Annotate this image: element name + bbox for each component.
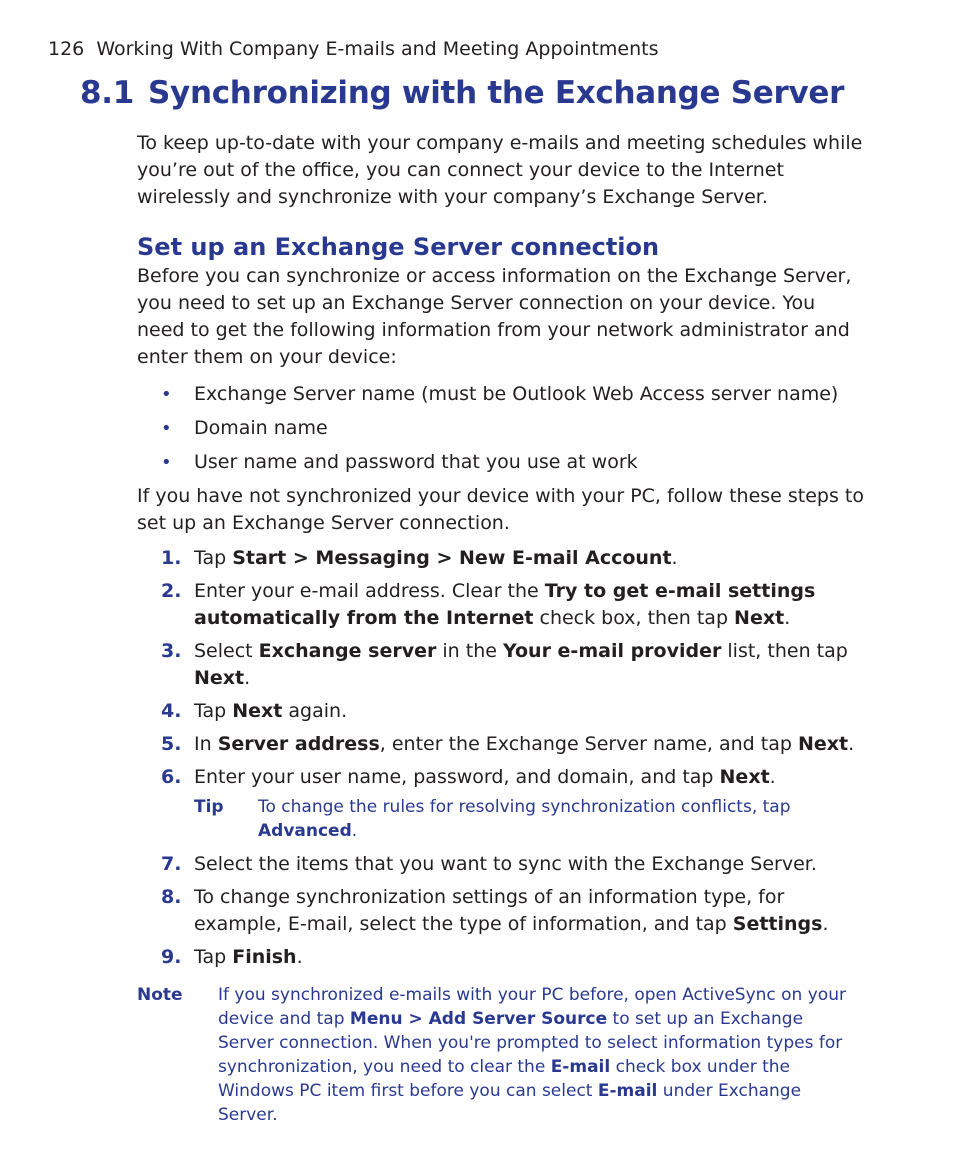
setup-steps — [137, 545, 867, 791]
step-item: 1. Tap Start > Messaging > New E-mail Account. — [137, 545, 867, 572]
step-item: 9. Tap Finish. — [137, 944, 867, 971]
step-number: 3. — [161, 640, 182, 662]
step-number: 7. — [161, 853, 182, 875]
step-number: 1. — [161, 547, 182, 569]
running-header — [48, 38, 659, 60]
step-item: 4. Tap Next again. — [137, 698, 867, 725]
step-number: 9. — [161, 946, 182, 968]
step-item: 7. Select the items that you want to sync with the Exchange Server. — [137, 851, 867, 878]
note-text: If you synchronized e-mails with your PC before, open ActiveSync on your device and tap Menu > Add Server Source to set up an Exchange Server connection. When you're prompted to select information types for synchronization, you need to clear the E-mail check box under the Windows PC item first before you can select E-mail under Exchange Server. — [218, 985, 846, 1125]
step-item: 8. To change synchronization settings of an information type, for example, E-mail, select the type of information, and tap Settings. — [161, 886, 829, 935]
step-item: 6. Enter your user name, password, and domain, and tap Next. — [137, 764, 867, 791]
steps-intro-paragraph: If you have not synchronized your device with your PC, follow these steps to set up an Exchange Server connection. — [137, 485, 864, 534]
bullet-icon: • — [161, 384, 172, 405]
required-info-list — [137, 381, 867, 476]
tip-label: Tip — [194, 797, 224, 817]
section-title: Synchronizing with the Exchange Server — [148, 75, 845, 111]
setup-paragraph: Before you can synchronize or access information on the Exchange Server, you need to set up an Exchange Server connection on your device. You need to get the following information from your network administrator and enter them on your device: — [137, 265, 852, 368]
step-number: 2. — [161, 580, 182, 602]
step-item: 3. Select Exchange server in the Your e-mail provider list, then tap Next. — [161, 640, 848, 689]
note-label: Note — [137, 985, 183, 1005]
subsection-title: Set up an Exchange Server connection — [137, 233, 660, 261]
setup-steps-continued — [137, 851, 867, 971]
running-title: Working With Company E-mails and Meeting Appointments — [96, 38, 659, 60]
list-item: • User name and password that you use at work — [137, 449, 867, 476]
step-number: 5. — [161, 733, 182, 755]
list-item: • Exchange Server name (must be Outlook Web Access server name) — [137, 381, 867, 408]
step-item: 5. In Server address, enter the Exchange Server name, and tap Next. — [137, 731, 867, 758]
tip-text: To change the rules for resolving synchronization conflicts, tap Advanced. — [258, 797, 791, 841]
step-number: 6. — [161, 766, 182, 788]
step-item: 2. Enter your e-mail address. Clear the Try to get e-mail settings automatically from the Internet check box, then tap Next. — [161, 580, 816, 629]
list-item: • Domain name — [137, 415, 867, 442]
note-callout — [137, 983, 867, 1127]
intro-paragraph: To keep up-to-date with your company e-mails and meeting schedules while you’re out of the office, you can connect your device to the Internet wirelessly and synchronize with your company’s Exchange Server. — [137, 132, 863, 208]
page-number: 126 — [48, 38, 85, 60]
step-number: 8. — [161, 886, 182, 908]
tip-callout — [194, 795, 867, 843]
step-number: 4. — [161, 700, 182, 722]
bullet-icon: • — [161, 452, 172, 473]
section-number: 8.1 — [80, 75, 135, 111]
page-body — [137, 130, 867, 1127]
bullet-icon: • — [161, 418, 172, 439]
section-heading — [80, 75, 844, 111]
